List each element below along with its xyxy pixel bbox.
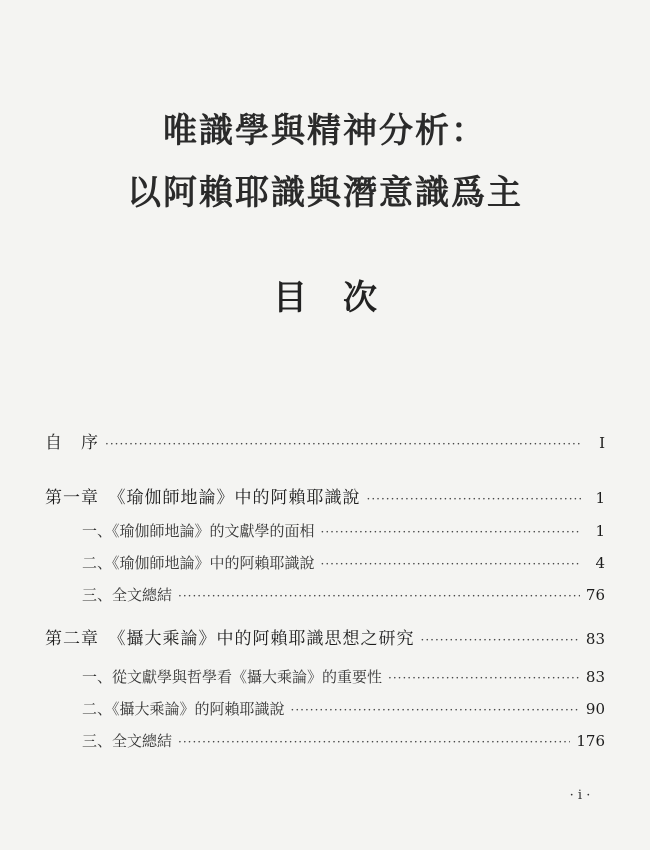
toc-entry-page: I — [599, 434, 605, 452]
toc-entry-page: 1 — [595, 522, 605, 540]
toc-entry-section-1-3[interactable] — [82, 584, 605, 605]
toc-entry-section-1-2[interactable] — [82, 552, 605, 573]
toc-entry-page: 176 — [576, 732, 605, 750]
toc-entry-label: 二、《瑜伽師地論》中的阿賴耶識說 — [82, 554, 315, 572]
toc-entry-label: 一、《瑜伽師地論》的文獻學的面相 — [82, 522, 315, 540]
toc-entry-section-1-1[interactable] — [82, 520, 605, 541]
book-title-line-1: 唯識學與精神分析： — [163, 111, 487, 151]
leader-dots — [321, 525, 581, 539]
toc-entry-page: 83 — [585, 668, 605, 686]
toc-entry-label: 第二章 《攝大乘論》中的阿賴耶識思想之研究 — [45, 629, 415, 649]
toc-entry-page: 1 — [595, 489, 605, 507]
leader-dots — [178, 589, 580, 603]
leader-dots — [367, 492, 582, 506]
leader-dots — [388, 671, 580, 685]
book-title-line-2: 以阿賴耶識與潛意識爲主 — [127, 173, 523, 213]
leader-dots — [291, 703, 580, 717]
toc-entry-preface[interactable] — [45, 428, 605, 453]
toc-entry-page: 76 — [585, 586, 605, 604]
toc-entry-section-2-2[interactable] — [82, 698, 605, 719]
toc-heading: 目次 — [273, 278, 413, 318]
toc-entry-label: 三、全文總結 — [82, 732, 173, 750]
toc-entry-label: 三、全文總結 — [82, 586, 173, 604]
toc-entry-page: 90 — [585, 700, 605, 718]
toc-entry-page: 83 — [585, 630, 605, 648]
leader-dots — [421, 633, 580, 647]
leader-dots — [178, 735, 570, 749]
toc-entry-page: 4 — [595, 554, 605, 572]
toc-entry-section-2-3[interactable] — [82, 730, 605, 751]
toc-entry-chapter-2[interactable] — [45, 624, 605, 649]
toc-entry-label: 第一章 《瑜伽師地論》中的阿賴耶識說 — [45, 488, 361, 508]
toc-entry-section-2-1[interactable] — [82, 666, 605, 687]
toc-entry-chapter-1[interactable] — [45, 483, 605, 508]
toc-entry-label: 一、從文獻學與哲學看《攝大乘論》的重要性 — [82, 668, 383, 686]
page-folio: · i · — [569, 788, 591, 803]
leader-dots — [321, 557, 581, 571]
leader-dots — [105, 437, 581, 451]
toc-entry-label: 二、《攝大乘論》的阿賴耶識說 — [82, 700, 285, 718]
toc-entry-label: 自 序 — [45, 433, 99, 453]
